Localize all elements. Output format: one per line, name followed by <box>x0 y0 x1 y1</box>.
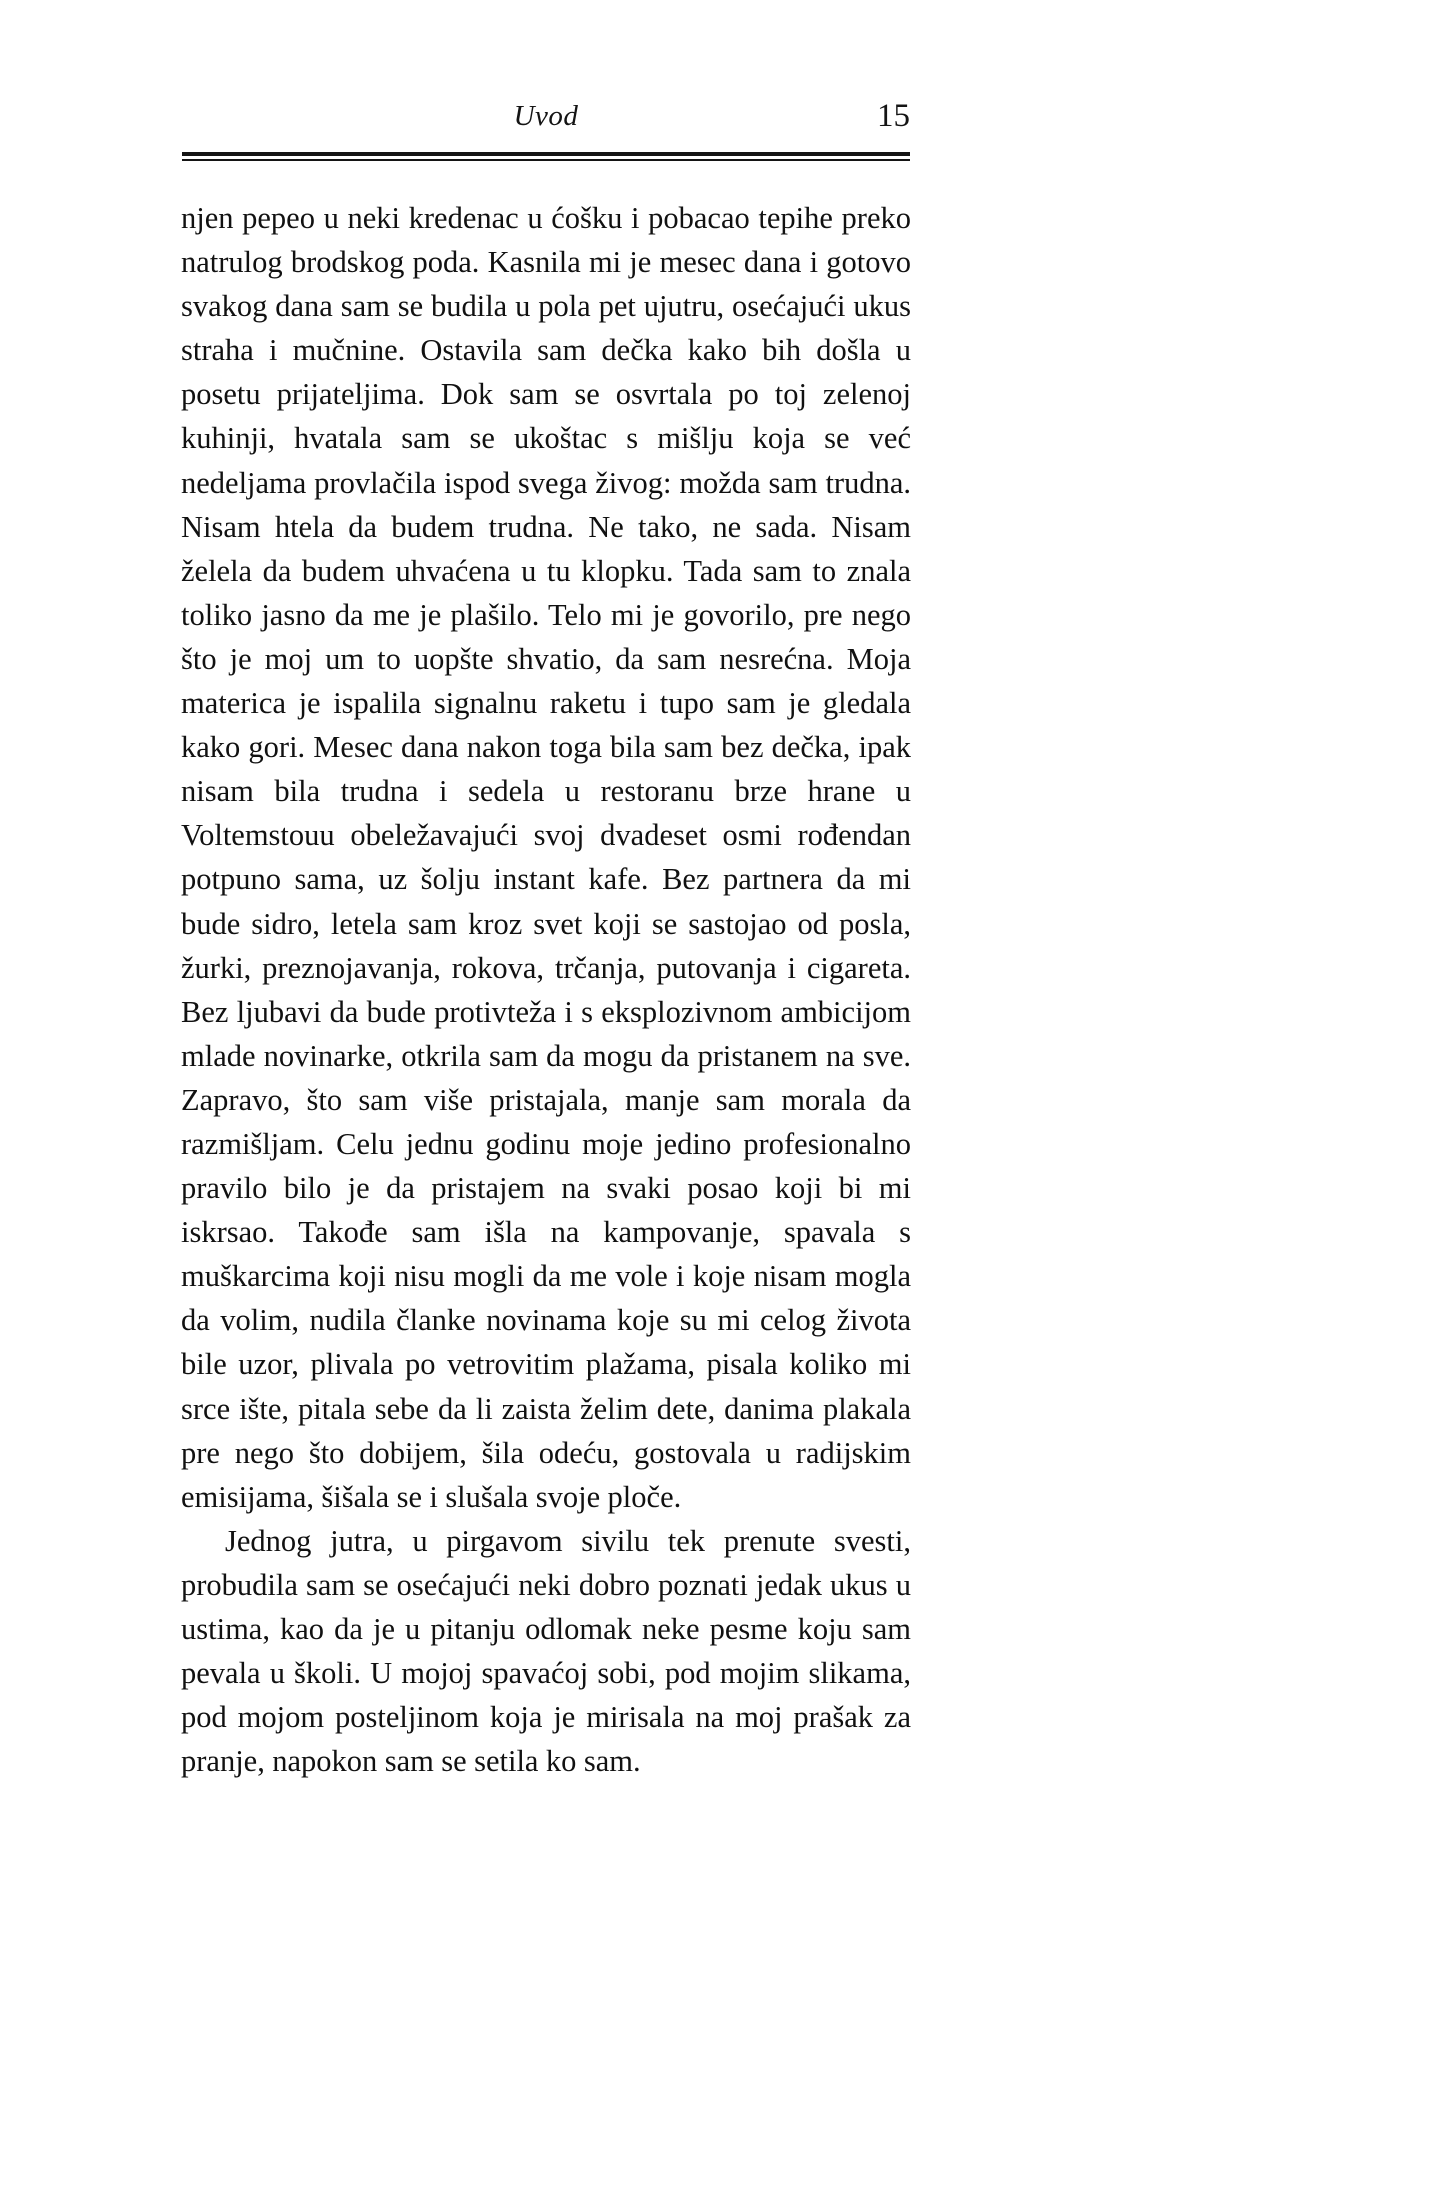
running-head <box>182 100 910 152</box>
header-double-rule <box>182 152 910 161</box>
paragraph: Jednog jutra, u pirgavom sivilu tek prenute svesti, probudila sam se osećajući neki dobro poznati jedak ukus u ustima, kao da je u pitanju odlomak neke pesme koju sam pevala u školi. U mojoj spavaćoj sobi, pod mojim slikama, pod mojom posteljinom koja je mirisala na moj prašak za pranje, napokon sam se setila ko sam. <box>181 1523 911 1779</box>
running-head-title: Uvod <box>513 100 579 132</box>
paragraph: njen pepeo u neki kredenac u ćošku i pobacao tepihe preko natrulog brodskog poda. Kasnila mi je mesec dana i gotovo svakog dana sam se budila u pola pet ujutru, osećajući ukus straha i mučnine. Ostavila sam dečka kako bih došla u posetu prijateljima. Dok sam se osvrtala po toj zelenoj kuhinji, hvatala sam se ukoštac s mišlju koja se već nedeljama provlačila ispod svega živog: možda sam trudna. Nisam htela da budem trudna. Ne tako, ne sada. Nisam želela da budem uhvaćena u tu klopku. Tada sam to znala toliko jasno da me je plašilo. Telo mi je govorilo, pre nego što je moj um to uopšte shvatio, da sam nesrećna. Moja materica je ispalila signalnu raketu i tupo sam je gledala kako gori. Mesec dana nakon toga bila sam bez dečka, ipak nisam bila trudna i sedela u restoranu brze hrane u Voltemstouu obeležavajući svoj dvadeset osmi rođendan potpuno sama, uz šolju instant kafe. Bez partnera da mi bude sidro, letela sam kroz svet koji se sastojao od posla, žurki, preznojavanja, rokova, trčanja, putovanja i cigareta. Bez ljubavi da bude protivteža i s eksplozivnom ambicijom mlade novinarke, otkrila sam da mogu da pristanem na sve. Zapravo, što sam više pristajala, manje sam morala da razmišljam. Celu jednu godinu moje jedino profesionalno pravilo bilo je da pristajem na svaki posao koji bi mi iskrsao. Takođe sam išla na kampovanje, spavala s muškarcima koji nisu mogli da me vole i koje nisam mogla da volim, nudila članke novinama koje su mi celog života bile uzor, plivala po vetrovitim plažama, pisala koliko mi srce ište, pitala sebe da li zaista želim dete, danima plakala pre nego što dobijem, šila odeću, gostovala u radijskim emisijama, šišala se i slušala svoje ploče. <box>181 201 911 1514</box>
page-number: 15 <box>877 98 910 134</box>
body-text-block <box>181 196 911 1783</box>
rule-thin <box>182 159 910 161</box>
